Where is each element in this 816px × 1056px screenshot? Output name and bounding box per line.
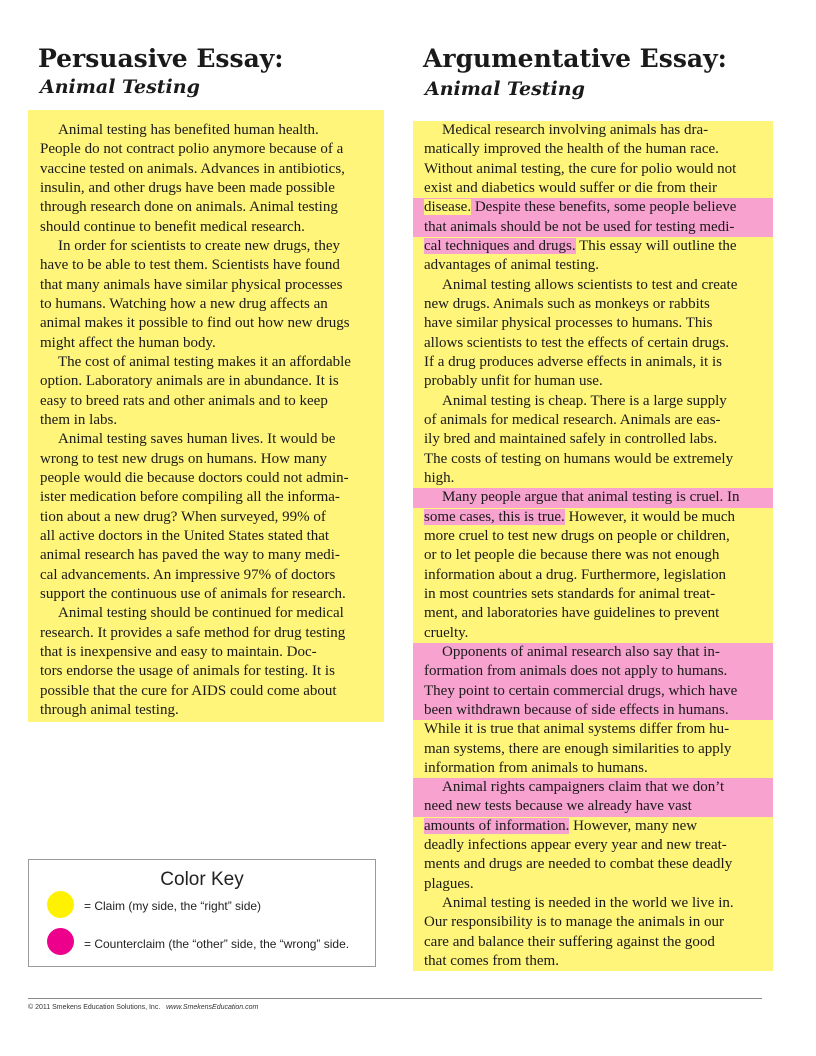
claim-text: ment, and laboratories have guidelines to prevent xyxy=(424,605,720,622)
claim-text: The costs of testing on humans would be extremely xyxy=(424,450,734,467)
claim-text: cruelty. xyxy=(424,624,469,641)
persuasive-essay-body xyxy=(40,121,380,720)
claim-text: Animal testing allows scientists to test and create xyxy=(442,276,738,293)
claim-text: While it is true that animal systems differ from hu- xyxy=(424,721,730,738)
argumentative-essay-line xyxy=(413,430,773,449)
argumentative-essay-line xyxy=(413,759,773,778)
footer-copyright: © 2011 Smekens Education Solutions, Inc. xyxy=(28,1004,161,1011)
claim-text: probably unfit for human use. xyxy=(424,373,603,390)
claim-text: new drugs. Animals such as monkeys or rabbits xyxy=(424,295,710,312)
persuasive-essay-line: wrong to test new drugs on humans. How many xyxy=(40,450,328,467)
claim-text: that comes from them. xyxy=(424,953,559,970)
persuasive-essay-line: through animal testing. xyxy=(40,701,179,718)
argumentative-essay-line xyxy=(413,160,773,179)
counterclaim-label: = Counterclaim (the “other” side, the “wrong” side. xyxy=(84,937,350,951)
argumentative-essay-line xyxy=(413,527,773,546)
persuasive-essay-line: to humans. Watching how a new drug affects an xyxy=(40,295,328,312)
persuasive-essay-line: insulin, and other drugs have been made possible xyxy=(40,179,335,196)
argumentative-essay-line xyxy=(413,179,773,198)
argumentative-essay-line xyxy=(413,643,773,662)
counterclaim-text: some cases, this is true. xyxy=(424,508,565,525)
counterclaim-text: amounts of information. xyxy=(424,817,570,834)
claim-text: Our responsibility is to manage the animals in our xyxy=(424,914,724,931)
claim-text: Medical research involving animals has dra- xyxy=(442,122,709,138)
persuasive-essay-line: them in labs. xyxy=(40,411,118,428)
persuasive-essay-subtitle: Animal Testing xyxy=(40,76,200,98)
argumentative-essay-line xyxy=(413,720,773,739)
counterclaim-text: They point to certain commercial drugs, which have xyxy=(424,682,738,699)
counterclaim-text: cal techniques and drugs. xyxy=(424,237,576,254)
claim-text: However, many new xyxy=(569,817,698,834)
counterclaim-text: need new tests because we already have vast xyxy=(424,798,692,815)
persuasive-essay-line: that many animals have similar physical processes xyxy=(40,276,343,293)
argumentative-essay-line xyxy=(413,913,773,932)
persuasive-essay-line: animal research has paved the way to many medi- xyxy=(40,547,340,564)
persuasive-essay-line: Animal testing should be continued for medical xyxy=(58,605,344,622)
persuasive-essay-line: tors endorse the usage of animals for testing. It is xyxy=(40,663,335,680)
persuasive-essay-line: Animal testing has benefited human health. xyxy=(58,122,319,138)
color-key-title: Color Key xyxy=(160,869,244,890)
argumentative-essay-line xyxy=(413,295,773,314)
claim-text: plagues. xyxy=(424,875,474,892)
claim-text: Animal testing is needed in the world we live in. xyxy=(442,895,734,912)
argumentative-essay-line xyxy=(413,604,773,623)
argumentative-essay-line xyxy=(413,411,773,430)
persuasive-essay-line: Animal testing saves human lives. It would be xyxy=(58,431,336,448)
argumentative-essay-line xyxy=(413,662,773,681)
claim-text: advantages of animal testing. xyxy=(424,257,599,274)
argumentative-essay-line xyxy=(413,488,773,507)
persuasive-essay-line: In order for scientists to create new drugs, they xyxy=(58,237,340,254)
persuasive-essay-line: people would die because doctors could not admin- xyxy=(40,469,349,486)
persuasive-essay-line: easy to breed rats and other animals and to keep xyxy=(40,392,328,409)
argumentative-essay-line xyxy=(413,140,773,159)
persuasive-essay-line: support the continuous use of animals for research. xyxy=(40,585,346,602)
claim-text: deadly infections appear every year and new treat- xyxy=(424,837,727,854)
claim-label: = Claim (my side, the “right” side) xyxy=(84,899,262,913)
argumentative-essay-line xyxy=(413,218,773,237)
claim-text: information from animals to humans. xyxy=(424,759,648,776)
persuasive-essay-line: through research done on animals. Animal testing xyxy=(40,199,338,216)
persuasive-essay-line: should continue to benefit medical research. xyxy=(40,218,305,235)
claim-text: man systems, there are enough similarities to apply xyxy=(424,740,732,757)
argumentative-essay-line xyxy=(413,875,773,894)
argumentative-essay-line xyxy=(413,778,773,797)
persuasive-essay-line: People do not contract polio anymore because of a xyxy=(40,141,344,158)
persuasive-essay-line: have to be able to test them. Scientists have found xyxy=(40,257,340,274)
persuasive-essay-line: tion about a new drug? When surveyed, 99% of xyxy=(40,508,326,525)
persuasive-essay-line: option. Laboratory animals are in abundance. It is xyxy=(40,373,339,390)
claim-text: If a drug produces adverse effects in animals, it is xyxy=(424,353,722,370)
counterclaim-text: Despite these benefits, some people believe xyxy=(471,199,737,216)
claim-text: in most countries sets standards for animal treat- xyxy=(424,585,716,602)
persuasive-essay-line: research. It provides a safe method for drug testing xyxy=(40,624,346,641)
argumentative-essay-line xyxy=(413,817,773,836)
footer-url: www.SmekensEducation.com xyxy=(166,1004,259,1011)
claim-text: ments and drugs are needed to combat these deadly xyxy=(424,856,733,873)
argumentative-essay-line xyxy=(413,855,773,874)
argumentative-essay-line xyxy=(413,256,773,275)
claim-text: Animal testing is cheap. There is a large supply xyxy=(442,392,727,409)
argumentative-essay-line xyxy=(413,508,773,527)
persuasive-essay-line: ister medication before compiling all the informa- xyxy=(40,489,340,506)
argumentative-essay-line xyxy=(413,740,773,759)
argumentative-essay-line xyxy=(413,585,773,604)
argumentative-essay-line xyxy=(413,933,773,952)
argumentative-essay-line xyxy=(413,237,773,256)
persuasive-essay-line: all active doctors in the United States stated that xyxy=(40,527,330,544)
argumentative-essay-line xyxy=(413,392,773,411)
argumentative-essay-line xyxy=(413,198,773,217)
claim-text: care and balance their suffering against the good xyxy=(424,933,715,950)
persuasive-essay-line: animal makes it possible to find out how new drugs xyxy=(40,315,350,332)
claim-text: matically improved the health of the human race. xyxy=(424,141,719,158)
claim-color-swatch xyxy=(47,891,74,918)
claim-text: However, it would be much xyxy=(564,508,736,525)
persuasive-essay-line: that is inexpensive and easy to maintain. Doc- xyxy=(40,643,317,660)
counterclaim-text: been withdrawn because of side effects in humans. xyxy=(424,701,729,718)
argumentative-essay-line xyxy=(413,701,773,720)
argumentative-essay-line xyxy=(413,836,773,855)
claim-text: allows scientists to test the effects of certain drugs. xyxy=(424,334,730,351)
argumentative-essay-body xyxy=(413,121,773,971)
footer-divider xyxy=(28,998,762,999)
argumentative-essay-line xyxy=(413,121,773,140)
claim-text: disease. xyxy=(424,199,472,216)
counterclaim-text: formation from animals does not apply to humans. xyxy=(424,663,728,680)
persuasive-essay-line: possible that the cure for AIDS could come about xyxy=(40,682,337,699)
persuasive-essay-line: The cost of animal testing makes it an affordable xyxy=(58,353,351,370)
argumentative-essay-line xyxy=(413,952,773,971)
claim-text: information about a drug. Furthermore, legislation xyxy=(424,566,727,583)
claim-text: exist and diabetics would suffer or die from their xyxy=(424,179,717,196)
argumentative-essay-line xyxy=(413,624,773,643)
argumentative-essay-line xyxy=(413,469,773,488)
argumentative-essay-line xyxy=(413,334,773,353)
argumentative-essay-line xyxy=(413,276,773,295)
claim-text: This essay will outline the xyxy=(575,237,737,254)
argumentative-essay-line xyxy=(413,372,773,391)
argumentative-essay-line xyxy=(413,894,773,913)
argumentative-essay-line xyxy=(413,314,773,333)
argumentative-essay-line xyxy=(413,566,773,585)
counterclaim-text: Animal rights campaigners claim that we don’t xyxy=(442,779,725,796)
argumentative-essay-line xyxy=(413,797,773,816)
claim-text: have similar physical processes to humans. This xyxy=(424,315,713,332)
claim-text: or to let people die because there was not enough xyxy=(424,547,720,564)
counterclaim-text: Opponents of animal research also say that in- xyxy=(442,643,720,660)
argumentative-essay-subtitle: Animal Testing xyxy=(425,78,585,100)
persuasive-essay-title: Persuasive Essay: xyxy=(38,44,284,73)
argumentative-essay-title: Argumentative Essay: xyxy=(423,44,727,73)
color-key xyxy=(28,859,376,967)
footer xyxy=(28,1004,258,1011)
argumentative-essay-line xyxy=(413,682,773,701)
argumentative-essay-line xyxy=(413,546,773,565)
claim-text: more cruel to test new drugs on people or children, xyxy=(424,527,730,544)
argumentative-essay-line xyxy=(413,353,773,372)
claim-text: Without animal testing, the cure for polio would not xyxy=(424,160,737,177)
argumentative-essay-line xyxy=(413,450,773,469)
persuasive-essay-line: cal advancements. An impressive 97% of doctors xyxy=(40,566,336,583)
counterclaim-text: Many people argue that animal testing is cruel. In xyxy=(442,489,740,506)
persuasive-essay-line: vaccine tested on animals. Advances in antibiotics, xyxy=(40,160,345,177)
counterclaim-text: that animals should be not be used for testing medi- xyxy=(424,218,735,235)
counterclaim-color-swatch xyxy=(47,928,74,955)
claim-text: high. xyxy=(424,469,455,486)
persuasive-essay-line: might affect the human body. xyxy=(40,334,216,351)
claim-text: of animals for medical research. Animals are eas- xyxy=(424,411,721,428)
claim-text: ily bred and maintained safely in controlled labs. xyxy=(424,431,718,448)
